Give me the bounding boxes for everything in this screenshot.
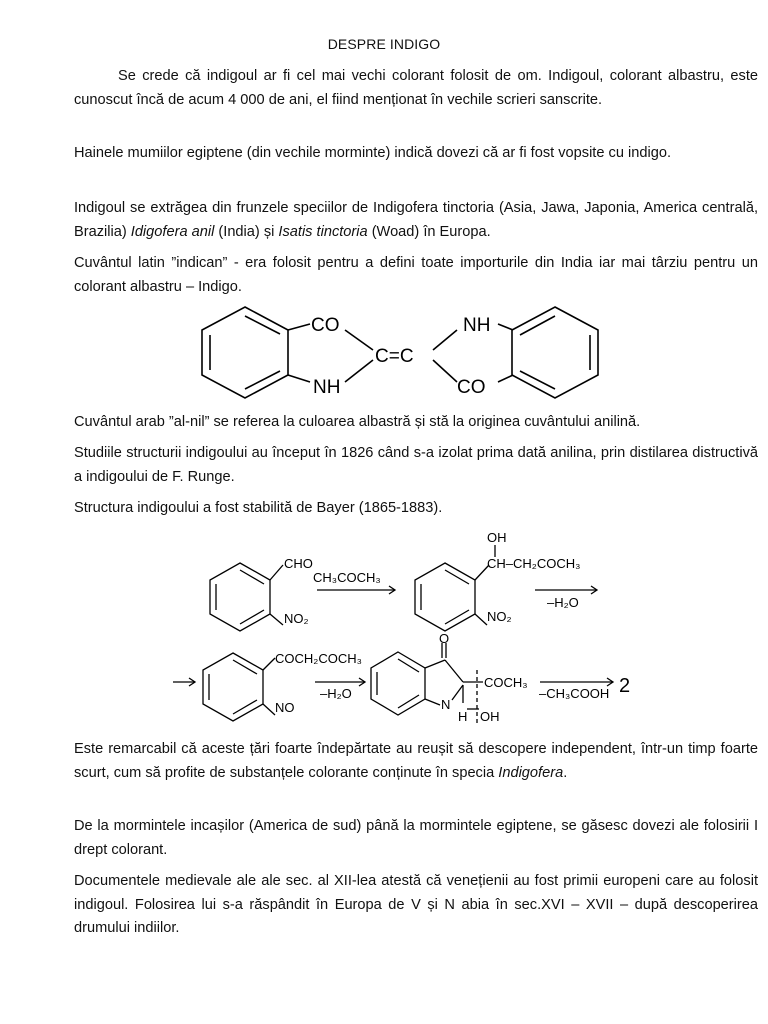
paragraph-3-c: (India) și	[214, 223, 279, 240]
step2-benzene-ring	[415, 563, 475, 631]
paragraph-3	[74, 197, 758, 244]
species-name-isatis: Isatis tinctoria	[278, 223, 368, 240]
step2-chain-label: CH–CH₂COCH₃	[487, 556, 581, 571]
co-left-label: CO	[311, 315, 340, 336]
paragraph-8-a: Este remarcabil că aceste țări foarte îndepărtate au reușit să descopere independent, într-un timp foarte scurt, cum să profite de substanțele colorante conținute în specia	[74, 741, 758, 781]
paragraph-7: Structura indigoului a fost stabilită de Bayer (1865-1883).	[74, 500, 443, 516]
step2-oh-label: OH	[487, 530, 507, 545]
paragraph-6: Studiile structurii indigoului au început în 1826 când s-a izolat prima dată anilina, prin distilarea distructivă a indigoului de F. Runge.	[74, 445, 758, 485]
paragraph-1	[74, 65, 758, 112]
step3-benzene-ring	[203, 653, 263, 721]
paragraph-8-c: .	[563, 764, 568, 781]
step1-cho-label: CHO	[284, 556, 313, 571]
paragraph-4: Cuvântul latin ”indican” - era folosit pentru a defini toate importurile din India iar mai târziu pentru un colorant albastru – Indigo.	[74, 255, 758, 295]
step4-oh-label: OH	[480, 709, 500, 724]
center-double-bond-label: C=C	[375, 346, 414, 367]
paragraph-9: De la mormintele incașilor (America de sud) până la mormintele egiptene, se găsesc dovezi ale folosirii I drept colorant.	[74, 818, 758, 858]
paragraph-10: Documentele medievale ale ale sec. al XII-lea atestă că venețienii au fost primii europeni care au folosit indigoul. Folosirea lui s-a răspândit în Europa de V și N abia în sec.XVI – XVII – după descoperirea drumului indiilor.	[74, 873, 758, 936]
step1-no2-label: NO₂	[284, 611, 309, 626]
bayer-synthesis-scheme	[165, 525, 655, 730]
paragraph-8	[74, 738, 758, 785]
step4-h-label: H	[458, 709, 468, 724]
step3-no-label: NO	[275, 700, 295, 715]
paragraph-5: Cuvântul arab ”al-nil” se referea la culoarea albastră și stă la originea cuvântului anilină.	[74, 414, 641, 430]
document-title: DESPRE INDIGO	[327, 36, 441, 52]
indigo-structure-diagram	[195, 302, 605, 407]
paragraph-1-text: Se crede că indigoul ar fi cel mai vechi colorant folosit de om. Indigoul, colorant albastru, este cunoscut încă de acum 4 000 de ani, el fiind menționat în vechile scrieri sanscrite.	[74, 68, 758, 108]
minus-h2o-label-2: –H₂O	[320, 686, 352, 701]
genus-indigofera: Indigofera	[498, 764, 564, 781]
coefficient-two-label: 2	[619, 675, 631, 697]
co-right-label: CO	[457, 377, 486, 398]
paragraph-3-a: Indigoul se extrăgea din frunzele speciilor de Indigofera tinctoria (Asia, Jawa, Japonia, America centrală, Brazilia)	[74, 200, 758, 240]
nh-right-label: NH	[463, 315, 491, 336]
right-benzene-ring	[512, 307, 598, 398]
step4-oxygen-label: O	[439, 631, 450, 646]
step2-no2-label: NO₂	[487, 609, 512, 624]
step4-benzene-ring	[371, 652, 425, 715]
nh-left-label: NH	[313, 377, 341, 398]
minus-h2o-label-1: –H₂O	[547, 595, 579, 610]
step4-coch3-label: COCH₃	[484, 675, 528, 690]
paragraph-3-e: (Woad) în Europa.	[367, 223, 491, 240]
paragraph-2: Hainele mumiilor egiptene (din vechile morminte) indică dovezi că ar fi fost vopsite cu indigo.	[74, 145, 672, 161]
step3-chain-label: COCH₂COCH₃	[275, 651, 362, 666]
step4-nitrogen-label: N	[441, 697, 451, 712]
reagent-acetone-label: CH₃COCH₃	[313, 570, 381, 585]
step1-benzene-ring	[210, 563, 270, 631]
species-name-anil: Idigofera anil	[130, 223, 215, 240]
minus-acetic-acid-label: –CH₃COOH	[539, 686, 610, 701]
left-benzene-ring	[202, 307, 288, 398]
